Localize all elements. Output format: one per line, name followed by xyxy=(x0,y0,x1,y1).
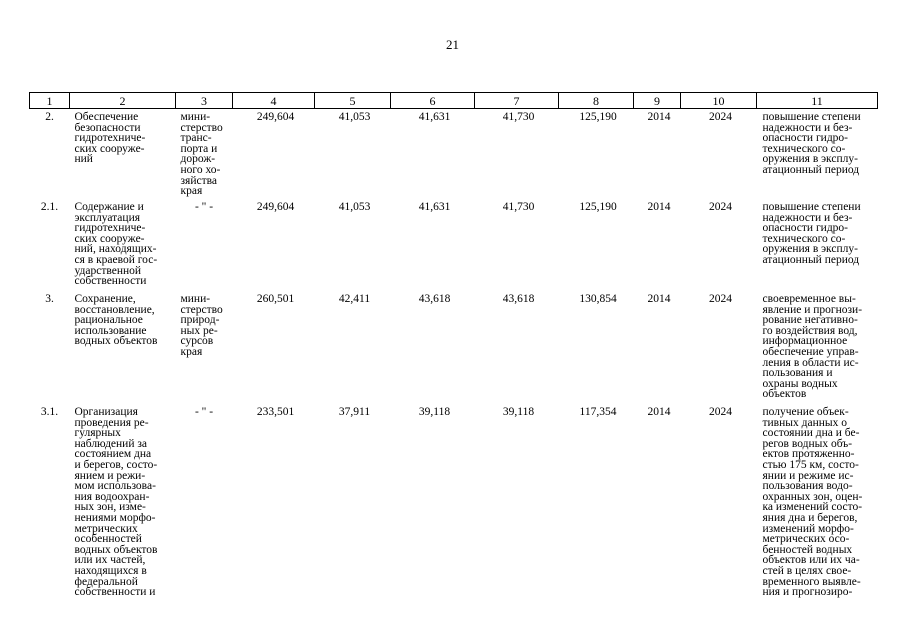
value-col6: 41,631 xyxy=(418,201,451,213)
executor: - " - xyxy=(194,201,214,213)
measure-name: Обеспечение безопасности гидротехниче- ских сооруже- ний xyxy=(74,111,146,166)
total-value: 260,501 xyxy=(256,293,295,305)
row-number: 2. xyxy=(45,111,54,123)
row-number: 3.1. xyxy=(40,406,59,418)
column-header: 4 xyxy=(233,93,315,109)
executor: - " - xyxy=(194,406,214,418)
row-number: 3. xyxy=(45,293,54,305)
value-col8: 117,354 xyxy=(579,406,617,418)
end-year: 2024 xyxy=(709,201,732,213)
measure-name: Организация проведения ре- гулярных наблюдений за состоянием дна и берегов, состо- янием и режи- мом использова- ния водоохран- ных зон, изме- нениями морфо- метрических особенностей водных объектов или их частей, находящихся в федеральной собственности и xyxy=(74,406,158,599)
measure-name: Сохранение, восстановление, рациональное использование водных объектов xyxy=(74,293,158,348)
value-col7: 41,730 xyxy=(502,111,535,123)
column-header: 1 xyxy=(30,93,70,109)
value-col5: 41,053 xyxy=(338,201,371,213)
program-table xyxy=(29,92,878,598)
column-header: 7 xyxy=(475,93,559,109)
table-row xyxy=(30,403,878,598)
header-row xyxy=(30,93,878,109)
column-header: 9 xyxy=(634,93,681,109)
table-row xyxy=(30,292,878,403)
column-header: 6 xyxy=(391,93,475,109)
end-year: 2024 xyxy=(709,293,732,305)
value-col7: 41,730 xyxy=(502,201,535,213)
expected-result: получение объек- тивных данных о состоянии дна и бе- регов водных объ- ектов протяженно- стью 175 км, состо- янии и режиме ис- пользования водо- охранных зон, оцен- ка изменений состо- яния дна и берегов, изменений морфо- метрических осо- бенностей водных объектов или их ча- стей в целях свое- временного выявле- ния и прогнозиро- xyxy=(762,406,863,599)
start-year: 2014 xyxy=(647,201,671,213)
row-number: 2.1. xyxy=(40,201,59,213)
start-year: 2014 xyxy=(647,406,671,418)
executor: мини- стерство природ- ных ре- сурсов края xyxy=(180,293,223,358)
start-year: 2014 xyxy=(647,111,671,123)
value-col7: 43,618 xyxy=(502,293,535,305)
page-number: 21 xyxy=(446,37,459,52)
end-year: 2024 xyxy=(709,406,732,418)
executor: мини- стерство транс- порта и дорож- ного хо- зяйства края xyxy=(180,111,223,198)
value-col6: 43,618 xyxy=(418,293,451,305)
value-col6: 39,118 xyxy=(418,406,451,418)
total-value: 233,501 xyxy=(256,406,295,418)
expected-result: своевременное вы- явление и прогнози- рование негативно- го воздействия вод, информационное обеспечение управ- ления в области ис- пользования и охраны водных объектов xyxy=(762,293,863,401)
expected-result: повышение степени надежности и без- опасности гидро- технического со- оружения в эксплу- атационный период xyxy=(762,111,861,176)
table-row xyxy=(30,200,878,292)
column-header: 10 xyxy=(681,93,757,109)
table-row xyxy=(30,109,878,201)
end-year: 2024 xyxy=(709,111,732,123)
value-col6: 41,631 xyxy=(418,111,451,123)
column-header: 5 xyxy=(315,93,391,109)
expected-result: повышение степени надежности и без- опасности гидро- технического со- оружения в эксплу- атационный период xyxy=(762,201,861,266)
column-header: 11 xyxy=(757,93,878,109)
value-col8: 125,190 xyxy=(579,201,617,213)
value-col8: 125,190 xyxy=(579,111,617,123)
total-value: 249,604 xyxy=(256,201,295,213)
value-col5: 42,411 xyxy=(338,293,371,305)
column-header: 2 xyxy=(70,93,176,109)
measure-name: Содержание и эксплуатация гидротехниче- ских сооруже- ний, находящих- ся в краевой гос- ударственной собственности xyxy=(74,201,158,288)
value-col5: 41,053 xyxy=(338,111,371,123)
total-value: 249,604 xyxy=(256,111,295,123)
value-col8: 130,854 xyxy=(579,293,617,305)
start-year: 2014 xyxy=(647,293,671,305)
value-col7: 39,118 xyxy=(502,406,535,418)
column-header: 8 xyxy=(559,93,634,109)
value-col5: 37,911 xyxy=(338,406,371,418)
column-header: 3 xyxy=(176,93,233,109)
